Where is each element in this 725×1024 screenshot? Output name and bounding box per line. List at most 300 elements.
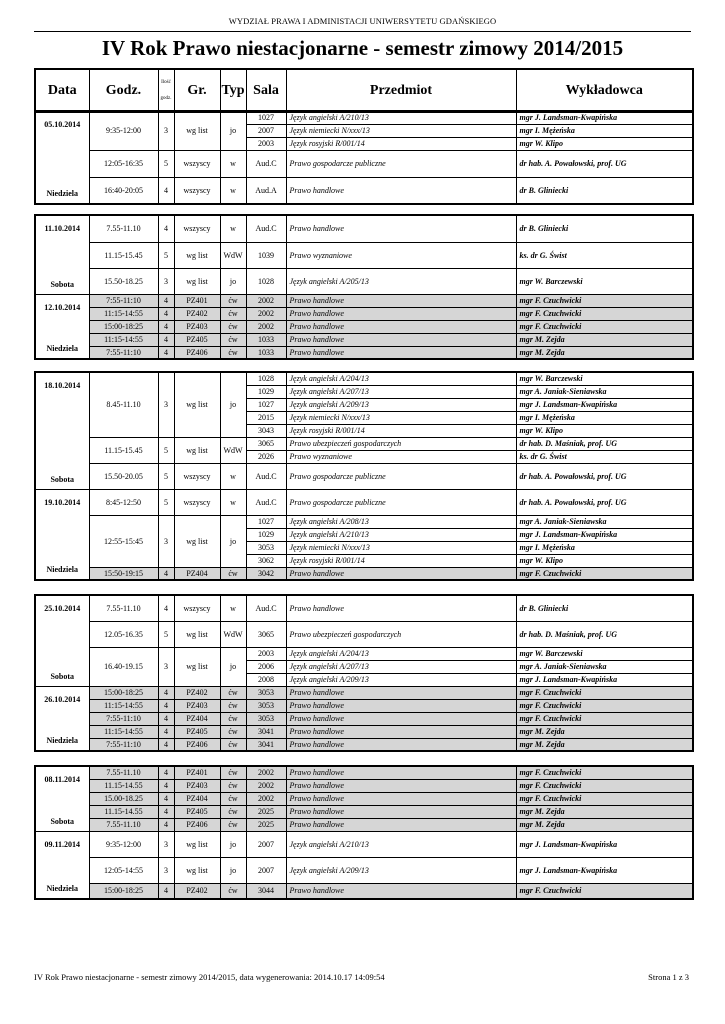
slot-time: 9:35-12:00 — [89, 111, 158, 150]
slot-time: 7.55-11.10 — [89, 766, 158, 779]
col-header-date: Data — [35, 69, 89, 112]
day-weekday: Sobota — [35, 660, 89, 686]
footer-generated-info: IV Rok Prawo niestacjonarne - semestr zimowy 2014/2015, data wygenerowania: 2014.10.17 14:09:54 — [34, 972, 385, 982]
slot-time: 11.15-14.55 — [89, 779, 158, 792]
table-row — [35, 857, 693, 883]
entry-lecturer: dr hab. A. Powałowski, prof. UG — [516, 463, 693, 489]
entry-room: 2007 — [246, 857, 286, 883]
table-row — [35, 111, 693, 124]
slot-time: 9:35-12:00 — [89, 831, 158, 857]
slot-type: jo — [220, 111, 246, 150]
entry-room: 1028 — [246, 268, 286, 294]
slot-time: 11.15-15.45 — [89, 437, 158, 463]
slot-count: 3 — [158, 372, 174, 437]
entry-room: 1027 — [246, 515, 286, 528]
slot-type: jo — [220, 647, 246, 686]
entry-room: Aud.C — [246, 463, 286, 489]
entry-subject: Język angielski A/209/13 — [286, 398, 516, 411]
slot-count: 4 — [158, 333, 174, 346]
slot-type: ćw — [220, 567, 246, 580]
slot-type: w — [220, 177, 246, 204]
slot-time: 7:55-11:10 — [89, 712, 158, 725]
day-date: 12.10.2014 — [35, 294, 89, 333]
slot-type: w — [220, 150, 246, 177]
slot-type: WdW — [220, 621, 246, 647]
table-row — [35, 372, 693, 385]
entry-subject: Język angielski A/210/13 — [286, 528, 516, 541]
entry-lecturer: mgr W. Klipo — [516, 554, 693, 567]
institution-name: WYDZIAŁ PRAWA I ADMINISTACJI UNIWERSYTETU GDAŃSKIEGO — [228, 16, 497, 26]
col-header-group: Gr. — [174, 69, 220, 112]
day-date: 26.10.2014 — [35, 686, 89, 725]
entry-subject: Prawo handlowe — [286, 307, 516, 320]
entry-lecturer: mgr M. Zejda — [516, 333, 693, 346]
slot-group: PZ403 — [174, 320, 220, 333]
table-row — [35, 712, 693, 725]
table-row — [35, 725, 693, 738]
table-row — [35, 738, 693, 751]
slot-type: jo — [220, 372, 246, 437]
table-row — [35, 595, 693, 621]
slot-count: 4 — [158, 215, 174, 242]
slot-type: ćw — [220, 738, 246, 751]
day-date: 05.10.2014 — [35, 111, 89, 150]
entry-subject: Język rosyjski R/001/14 — [286, 424, 516, 437]
table-row — [35, 805, 693, 818]
entry-room: 3053 — [246, 699, 286, 712]
slot-time: 15:50-19:15 — [89, 567, 158, 580]
slot-type: ćw — [220, 805, 246, 818]
entry-room: 1029 — [246, 385, 286, 398]
entry-room: 1033 — [246, 346, 286, 359]
entry-subject: Język angielski A/210/13 — [286, 831, 516, 857]
entry-room: 2008 — [246, 673, 286, 686]
slot-count: 4 — [158, 686, 174, 699]
slot-group: PZ404 — [174, 712, 220, 725]
entry-room: 3042 — [246, 567, 286, 580]
entry-lecturer: mgr F. Czuchwicki — [516, 883, 693, 899]
slot-time: 15.00-18.25 — [89, 792, 158, 805]
entry-lecturer: mgr W. Barczewski — [516, 372, 693, 385]
entry-room: Aud.C — [246, 215, 286, 242]
entry-lecturer: ks. dr G. Świst — [516, 450, 693, 463]
entry-room: 2006 — [246, 660, 286, 673]
slot-count: 4 — [158, 595, 174, 621]
slot-type: ćw — [220, 294, 246, 307]
slot-type: jo — [220, 831, 246, 857]
slot-type: ćw — [220, 333, 246, 346]
slot-group: PZ404 — [174, 567, 220, 580]
slot-time: 15:00-18:25 — [89, 686, 158, 699]
entry-room: 2003 — [246, 137, 286, 150]
slot-group: wg list — [174, 621, 220, 647]
slot-count: 5 — [158, 437, 174, 463]
entry-lecturer: mgr F. Czuchwicki — [516, 699, 693, 712]
slot-time: 15.50-18.25 — [89, 268, 158, 294]
entry-lecturer: mgr J. Landsman-Kwapińska — [516, 111, 693, 124]
slot-count: 4 — [158, 738, 174, 751]
day-weekday: Sobota — [35, 268, 89, 294]
entry-lecturer: mgr F. Czuchwicki — [516, 307, 693, 320]
day-weekday: Niedziela — [35, 883, 89, 899]
slot-count: 4 — [158, 779, 174, 792]
entry-lecturer: mgr J. Landsman-Kwapińska — [516, 528, 693, 541]
slot-group: PZ402 — [174, 307, 220, 320]
table-row — [35, 699, 693, 712]
entry-subject: Język angielski A/204/13 — [286, 647, 516, 660]
schedule-block — [34, 765, 694, 900]
slot-group: PZ403 — [174, 779, 220, 792]
col-header-subject: Przedmiot — [286, 69, 516, 112]
slot-type: w — [220, 215, 246, 242]
slot-count: 4 — [158, 805, 174, 818]
entry-subject: Język angielski A/207/13 — [286, 385, 516, 398]
slot-time: 7:55-11:10 — [89, 346, 158, 359]
day-date: 25.10.2014 — [35, 595, 89, 660]
entry-lecturer: dr hab. A. Powałowski, prof. UG — [516, 150, 693, 177]
entry-subject: Język niemiecki N/xxx/13 — [286, 411, 516, 424]
slot-group: wg list — [174, 242, 220, 268]
slot-time: 12.05-16.35 — [89, 621, 158, 647]
entry-lecturer: dr B. Gliniecki — [516, 595, 693, 621]
entry-room: 1029 — [246, 528, 286, 541]
schedule-block — [34, 371, 694, 581]
entry-room: 3065 — [246, 621, 286, 647]
entry-subject: Prawo handlowe — [286, 792, 516, 805]
table-row — [35, 333, 693, 346]
entry-room: 1027 — [246, 398, 286, 411]
slot-count: 4 — [158, 712, 174, 725]
slot-time: 15:00-18:25 — [89, 883, 158, 899]
entry-room: Aud.A — [246, 177, 286, 204]
entry-subject: Prawo gospodarcze publiczne — [286, 150, 516, 177]
slot-group: wszyscy — [174, 489, 220, 515]
slot-count: 3 — [158, 831, 174, 857]
table-row — [35, 150, 693, 177]
slot-type: ćw — [220, 792, 246, 805]
slot-time: 12:05-16:35 — [89, 150, 158, 177]
slot-count: 3 — [158, 515, 174, 567]
slot-group: PZ406 — [174, 818, 220, 831]
day-weekday: Niedziela — [35, 541, 89, 580]
table-row — [35, 883, 693, 899]
entry-subject: Prawo handlowe — [286, 779, 516, 792]
table-row — [35, 792, 693, 805]
entry-subject: Prawo handlowe — [286, 595, 516, 621]
slot-count: 3 — [158, 647, 174, 686]
entry-lecturer: mgr A. Janiak-Sieniawska — [516, 660, 693, 673]
header-divider — [34, 31, 691, 32]
slot-group: wg list — [174, 831, 220, 857]
slot-group: PZ405 — [174, 725, 220, 738]
entry-room: 2002 — [246, 792, 286, 805]
entry-room: Aud.C — [246, 595, 286, 621]
entry-room: 1027 — [246, 111, 286, 124]
table-row — [35, 647, 693, 660]
table-row — [35, 268, 693, 294]
slot-time: 7.55-11.10 — [89, 818, 158, 831]
slot-group: PZ403 — [174, 699, 220, 712]
entry-room: 2002 — [246, 294, 286, 307]
slot-time: 11.15-15.45 — [89, 242, 158, 268]
day-weekday: Sobota — [35, 424, 89, 489]
entry-lecturer: mgr A. Janiak-Sieniawska — [516, 385, 693, 398]
entry-room: 2003 — [246, 647, 286, 660]
entry-subject: Prawo handlowe — [286, 333, 516, 346]
slot-count: 3 — [158, 111, 174, 150]
entry-lecturer: mgr F. Czuchwicki — [516, 567, 693, 580]
entry-subject: Język rosyjski R/001/14 — [286, 554, 516, 567]
entry-room: 3041 — [246, 725, 286, 738]
entry-lecturer: dr hab. A. Powałowski, prof. UG — [516, 489, 693, 515]
entry-lecturer: mgr J. Landsman-Kwapińska — [516, 831, 693, 857]
slot-type: ćw — [220, 766, 246, 779]
entry-room: 2007 — [246, 831, 286, 857]
slot-time: 8:45-12:50 — [89, 489, 158, 515]
entry-lecturer: mgr W. Klipo — [516, 424, 693, 437]
slot-group: PZ406 — [174, 346, 220, 359]
entry-subject: Język niemiecki N/xxx/13 — [286, 124, 516, 137]
entry-subject: Prawo handlowe — [286, 320, 516, 333]
slot-count: 4 — [158, 725, 174, 738]
table-row — [35, 294, 693, 307]
entry-room: 2025 — [246, 805, 286, 818]
entry-room: 3043 — [246, 424, 286, 437]
entry-room: Aud.C — [246, 489, 286, 515]
entry-subject: Język angielski A/210/13 — [286, 111, 516, 124]
slot-type: ćw — [220, 779, 246, 792]
entry-lecturer: mgr J. Landsman-Kwapińska — [516, 673, 693, 686]
slot-type: ćw — [220, 346, 246, 359]
table-row — [35, 242, 693, 268]
entry-lecturer: mgr F. Czuchwicki — [516, 294, 693, 307]
entry-room: 3044 — [246, 883, 286, 899]
entry-lecturer: mgr M. Zejda — [516, 805, 693, 818]
schedule-block — [34, 214, 694, 360]
slot-time: 11:15-14:55 — [89, 333, 158, 346]
entry-lecturer: mgr W. Klipo — [516, 137, 693, 150]
page-footer — [34, 972, 689, 982]
slot-type: ćw — [220, 686, 246, 699]
table-row — [35, 489, 693, 515]
entry-lecturer: mgr I. Mężeńska — [516, 411, 693, 424]
slot-group: wg list — [174, 372, 220, 437]
schedule-header — [34, 68, 694, 113]
entry-room: 2002 — [246, 779, 286, 792]
footer-page-number: Strona 1 z 3 — [648, 972, 689, 982]
entry-room: 2002 — [246, 320, 286, 333]
table-row — [35, 779, 693, 792]
entry-subject: Prawo ubezpieczeń gospodarczych — [286, 437, 516, 450]
slot-type: ćw — [220, 307, 246, 320]
entry-subject: Prawo handlowe — [286, 294, 516, 307]
entry-room: 2015 — [246, 411, 286, 424]
slot-type: ćw — [220, 712, 246, 725]
entry-subject: Prawo handlowe — [286, 805, 516, 818]
slot-group: PZ406 — [174, 738, 220, 751]
slot-group: wszyscy — [174, 215, 220, 242]
slot-count: 4 — [158, 766, 174, 779]
slot-type: jo — [220, 857, 246, 883]
slot-count: 4 — [158, 699, 174, 712]
entry-subject: Prawo handlowe — [286, 686, 516, 699]
entry-subject: Prawo wyznaniowe — [286, 242, 516, 268]
table-row — [35, 686, 693, 699]
entry-room: 3053 — [246, 686, 286, 699]
slot-time: 11:15-14:55 — [89, 307, 158, 320]
table-row — [35, 567, 693, 580]
day-weekday: Sobota — [35, 805, 89, 831]
entry-lecturer: mgr I. Mężeńska — [516, 124, 693, 137]
slot-group: wg list — [174, 437, 220, 463]
slot-time: 8.45-11.10 — [89, 372, 158, 437]
entry-lecturer: mgr F. Czuchwicki — [516, 320, 693, 333]
slot-group: PZ402 — [174, 686, 220, 699]
table-row — [35, 621, 693, 647]
slot-count: 5 — [158, 489, 174, 515]
entry-room: 2026 — [246, 450, 286, 463]
slot-time: 16:40-20:05 — [89, 177, 158, 204]
slot-time: 12:05-14:55 — [89, 857, 158, 883]
table-row — [35, 831, 693, 857]
slot-count: 4 — [158, 346, 174, 359]
slot-type: ćw — [220, 818, 246, 831]
slot-count: 4 — [158, 818, 174, 831]
slot-time: 16.40-19.15 — [89, 647, 158, 686]
slot-type: w — [220, 463, 246, 489]
entry-lecturer: mgr M. Zejda — [516, 725, 693, 738]
day-date: 18.10.2014 — [35, 372, 89, 424]
slot-count: 4 — [158, 567, 174, 580]
entry-subject: Język angielski A/209/13 — [286, 857, 516, 883]
slot-time: 7.55-11.10 — [89, 215, 158, 242]
entry-lecturer: mgr F. Czuchwicki — [516, 779, 693, 792]
entry-lecturer: mgr J. Landsman-Kwapińska — [516, 398, 693, 411]
slot-time: 7:55-11:10 — [89, 738, 158, 751]
entry-subject: Prawo gospodarcze publiczne — [286, 463, 516, 489]
col-header-hours: Godz. — [89, 69, 158, 112]
slot-count: 5 — [158, 150, 174, 177]
slot-type: WdW — [220, 242, 246, 268]
slot-count: 3 — [158, 268, 174, 294]
entry-subject: Prawo handlowe — [286, 766, 516, 779]
col-header-lecturer: Wykładowca — [516, 69, 693, 112]
entry-subject: Język niemiecki N/xxx/13 — [286, 541, 516, 554]
slot-type: jo — [220, 268, 246, 294]
table-row — [35, 215, 693, 242]
slot-group: wszyscy — [174, 177, 220, 204]
day-weekday: Niedziela — [35, 725, 89, 751]
slot-type: ćw — [220, 699, 246, 712]
slot-type: ćw — [220, 320, 246, 333]
slot-time: 11:15-14:55 — [89, 699, 158, 712]
slot-group: PZ405 — [174, 805, 220, 818]
entry-subject: Język angielski A/207/13 — [286, 660, 516, 673]
entry-lecturer: dr hab. D. Maśniak, prof. UG — [516, 621, 693, 647]
slot-count: 4 — [158, 792, 174, 805]
slot-type: ćw — [220, 883, 246, 899]
slot-group: PZ401 — [174, 766, 220, 779]
slot-group: wg list — [174, 268, 220, 294]
slot-group: wszyscy — [174, 595, 220, 621]
entry-lecturer: mgr F. Czuchwicki — [516, 686, 693, 699]
col-header-room: Sala — [246, 69, 286, 112]
slot-time: 11.15-14.55 — [89, 805, 158, 818]
slot-count: 5 — [158, 463, 174, 489]
entry-subject: Prawo gospodarcze publiczne — [286, 489, 516, 515]
slot-count: 4 — [158, 294, 174, 307]
entry-lecturer: dr B. Gliniecki — [516, 215, 693, 242]
slot-group: wszyscy — [174, 150, 220, 177]
slot-type: WdW — [220, 437, 246, 463]
entry-lecturer: mgr W. Barczewski — [516, 647, 693, 660]
day-date: 08.11.2014 — [35, 766, 89, 805]
day-date: 19.10.2014 — [35, 489, 89, 541]
entry-room: 3053 — [246, 712, 286, 725]
slot-group: wg list — [174, 111, 220, 150]
entry-subject: Prawo handlowe — [286, 177, 516, 204]
slot-type: w — [220, 595, 246, 621]
slot-count: 4 — [158, 883, 174, 899]
entry-subject: Prawo handlowe — [286, 699, 516, 712]
entry-subject: Prawo wyznaniowe — [286, 450, 516, 463]
entry-room: 2025 — [246, 818, 286, 831]
table-row — [35, 346, 693, 359]
slot-count: 4 — [158, 177, 174, 204]
slot-time: 7:55-11:10 — [89, 294, 158, 307]
entry-lecturer: mgr J. Landsman-Kwapińska — [516, 857, 693, 883]
entry-subject: Prawo handlowe — [286, 712, 516, 725]
entry-subject: Prawo handlowe — [286, 215, 516, 242]
slot-group: wg list — [174, 647, 220, 686]
slot-count: 4 — [158, 320, 174, 333]
table-row — [35, 307, 693, 320]
entry-lecturer: mgr F. Czuchwicki — [516, 766, 693, 779]
entry-lecturer: mgr M. Zejda — [516, 738, 693, 751]
slot-group: wszyscy — [174, 463, 220, 489]
table-row — [35, 177, 693, 204]
table-row — [35, 766, 693, 779]
entry-lecturer: mgr M. Zejda — [516, 818, 693, 831]
slot-time: 7.55-11.10 — [89, 595, 158, 621]
entry-subject: Prawo handlowe — [286, 346, 516, 359]
entry-subject: Prawo handlowe — [286, 725, 516, 738]
table-row — [35, 437, 693, 450]
slot-group: wg list — [174, 857, 220, 883]
table-row — [35, 818, 693, 831]
entry-room: 1039 — [246, 242, 286, 268]
table-row — [35, 320, 693, 333]
day-weekday: Niedziela — [35, 150, 89, 204]
day-weekday: Niedziela — [35, 333, 89, 359]
entry-lecturer: mgr M. Zejda — [516, 346, 693, 359]
entry-lecturer: ks. dr G. Świst — [516, 242, 693, 268]
schedule-block — [34, 110, 694, 205]
entry-subject: Prawo handlowe — [286, 883, 516, 899]
entry-subject: Prawo handlowe — [286, 738, 516, 751]
page-title: IV Rok Prawo niestacjonarne - semestr zimowy 2014/2015 — [101, 36, 624, 60]
slot-group: wg list — [174, 515, 220, 567]
entry-lecturer: mgr F. Czuchwicki — [516, 712, 693, 725]
entry-subject: Prawo handlowe — [286, 818, 516, 831]
col-header-count: Ilość godz. — [158, 69, 174, 112]
entry-room: 2002 — [246, 307, 286, 320]
entry-room: 3062 — [246, 554, 286, 567]
slot-group: PZ401 — [174, 294, 220, 307]
entry-subject: Język rosyjski R/001/14 — [286, 137, 516, 150]
slot-group: PZ404 — [174, 792, 220, 805]
entry-lecturer: mgr A. Janiak-Sieniawska — [516, 515, 693, 528]
